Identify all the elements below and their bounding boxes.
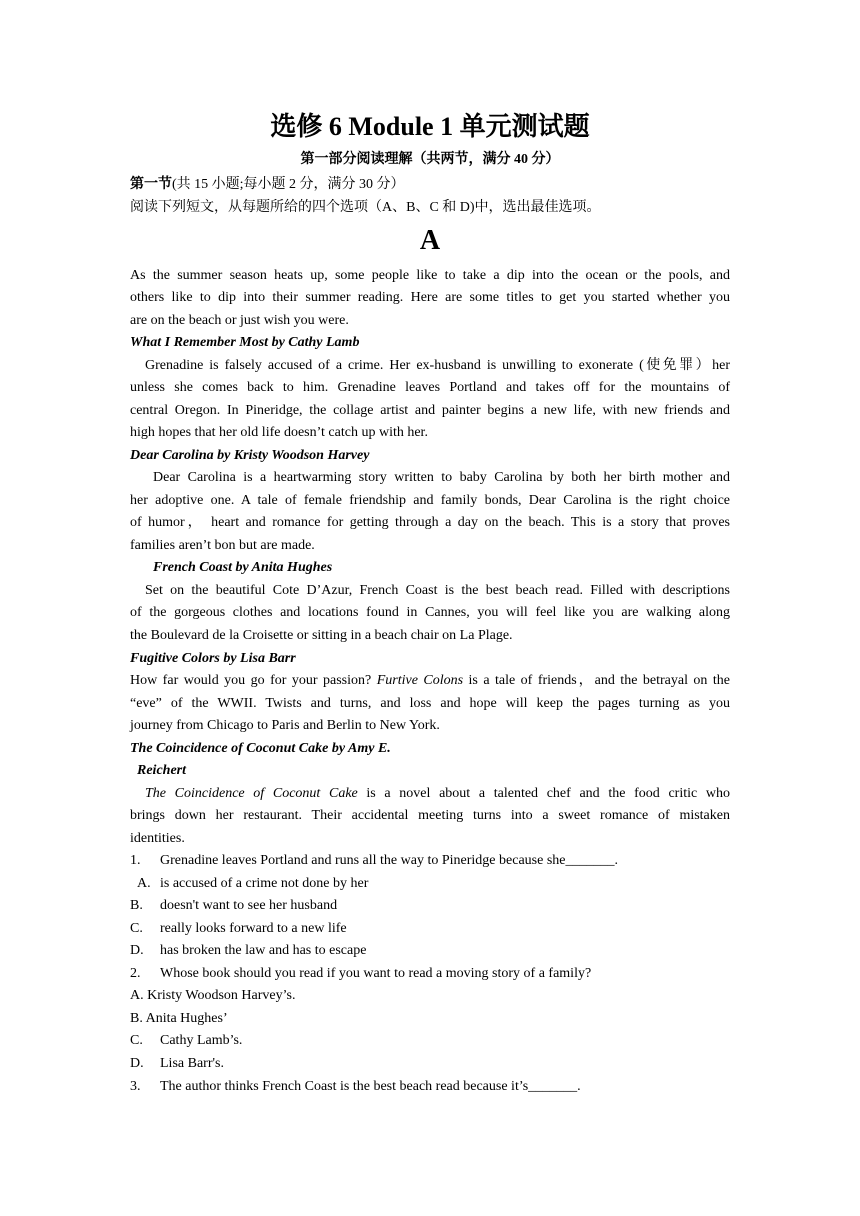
book-text-line: The Coincidence of Coconut Cake is a novel about a talented chef and the food critic who [145,786,730,801]
section-label: 第一节 [130,177,172,192]
book-title: French Coast by Anita Hughes [153,560,333,575]
answer-option: D. Lisa Barr's. [130,1054,730,1074]
question-stem: 3. The author thinks French Coast is the best beach read because it’s_______. [130,1077,730,1097]
document-title: 选修 6 Module 1 单元测试题 [270,112,590,141]
question-number: 3. [130,1079,141,1094]
intro-line: As the summer season heats up, some people like to take a dip into the ocean or the pools, and [130,268,730,283]
book-title: Fugitive Colors by Lisa Barr [130,651,296,666]
book-text-line: of the gorgeous clothes and locations found in Cannes, you will feel like you are walking along [130,605,730,620]
question-stem: 2. Whose book should you read if you want to read a moving story of a family? [130,964,730,984]
book-text-line: “eve” of the WWII. Twists and turns, and loss and hope will keep the pages turning as you [130,696,730,711]
answer-option: C. Cathy Lamb’s. [130,1031,730,1051]
book-text-line: Grenadine is falsely accused of a crime. Her ex-husband is unwilling to exonerate (使免罪）her [145,358,730,373]
question-stem: 1. Grenadine leaves Portland and runs all the way to Pineridge because she_______. [130,851,730,871]
answer-option: C. really looks forward to a new life [130,919,730,939]
option-letter: D. [130,1056,144,1071]
option-letter: B. [130,1011,143,1026]
book-text-line: of humor， heart and romance for getting through a day on the beach. This is a story that proves [130,515,730,530]
book-title-inline: The Coincidence of Coconut Cake [145,786,358,801]
book-text-line: brings down her restaurant. Their accidental meeting turns into a sweet romance of mistaken [130,808,730,823]
book-title: The Coincidence of Coconut Cake by Amy E. [130,741,391,756]
option-letter: A. [137,876,151,891]
book-title-inline: Furtive Colons [376,673,464,688]
option-letter: D. [130,943,144,958]
book-text-line: identities. [130,831,185,846]
section-instruction: 阅读下列短文，从每题所给的四个选项（A、B、C 和 D)中，选出最佳选项。 [130,200,601,215]
answer-option: B. Anita Hughes’ [130,1011,228,1026]
book-title: What I Remember Most by Cathy Lamb [130,335,360,350]
book-text-line: Set on the beautiful Cote D’Azur, French Coast is the best beach read. Filled with descriptions [145,583,730,598]
intro-line: are on the beach or just wish you were. [130,313,349,328]
answer-option: D. has broken the law and has to escape [130,941,730,961]
book-text-line: journey from Chicago to Paris and Berlin to New York. [130,718,440,733]
book-text-line: her adoptive one. A tale of female friendship and family bonds, Dear Carolina is the right choice [130,493,730,508]
book-text-line: unless she comes back to him. Grenadine leaves Portland and takes off for the mountains of [130,380,730,395]
book-text-line: Dear Carolina is a heartwarming story written to baby Carolina by both her birth mother and [153,470,730,485]
intro-line: others like to dip into their summer reading. Here are some titles to get you started whether you [130,290,730,305]
question-number: 1. [130,853,141,868]
part-heading: 第一部分阅读理解（共两节，满分 40 分） [300,152,560,167]
answer-option: B. doesn't want to see her husband [130,896,730,916]
book-text-line: central Oregon. In Pineridge, the collage artist and painter begins a new life, with new friends and [130,403,730,418]
option-letter: B. [130,898,143,913]
answer-option: A. is accused of a crime not done by her [137,874,737,894]
section-heading [130,175,730,195]
book-title: Reichert [137,763,186,778]
book-text-line: families aren’t bon but are made. [130,538,315,553]
book-text-line: How far would you go for your passion? Furtive Colons is a tale of friends，and the betrayal on the [130,673,730,688]
option-letter: A. [130,988,144,1003]
section-note: (共 15 小题;每小题 2 分，满分 30 分） [172,177,405,192]
option-letter: C. [130,1033,143,1048]
question-number: 2. [130,966,141,981]
book-text-line: high hopes that her old life doesn’t catch up with her. [130,425,428,440]
answer-option: A. Kristy Woodson Harvey’s. [130,988,296,1003]
option-letter: C. [130,921,143,936]
book-title: Dear Carolina by Kristy Woodson Harvey [130,448,370,463]
passage-letter: A [419,225,441,256]
book-text-line: the Boulevard de la Croisette or sitting in a beach chair on La Plage. [130,628,513,643]
